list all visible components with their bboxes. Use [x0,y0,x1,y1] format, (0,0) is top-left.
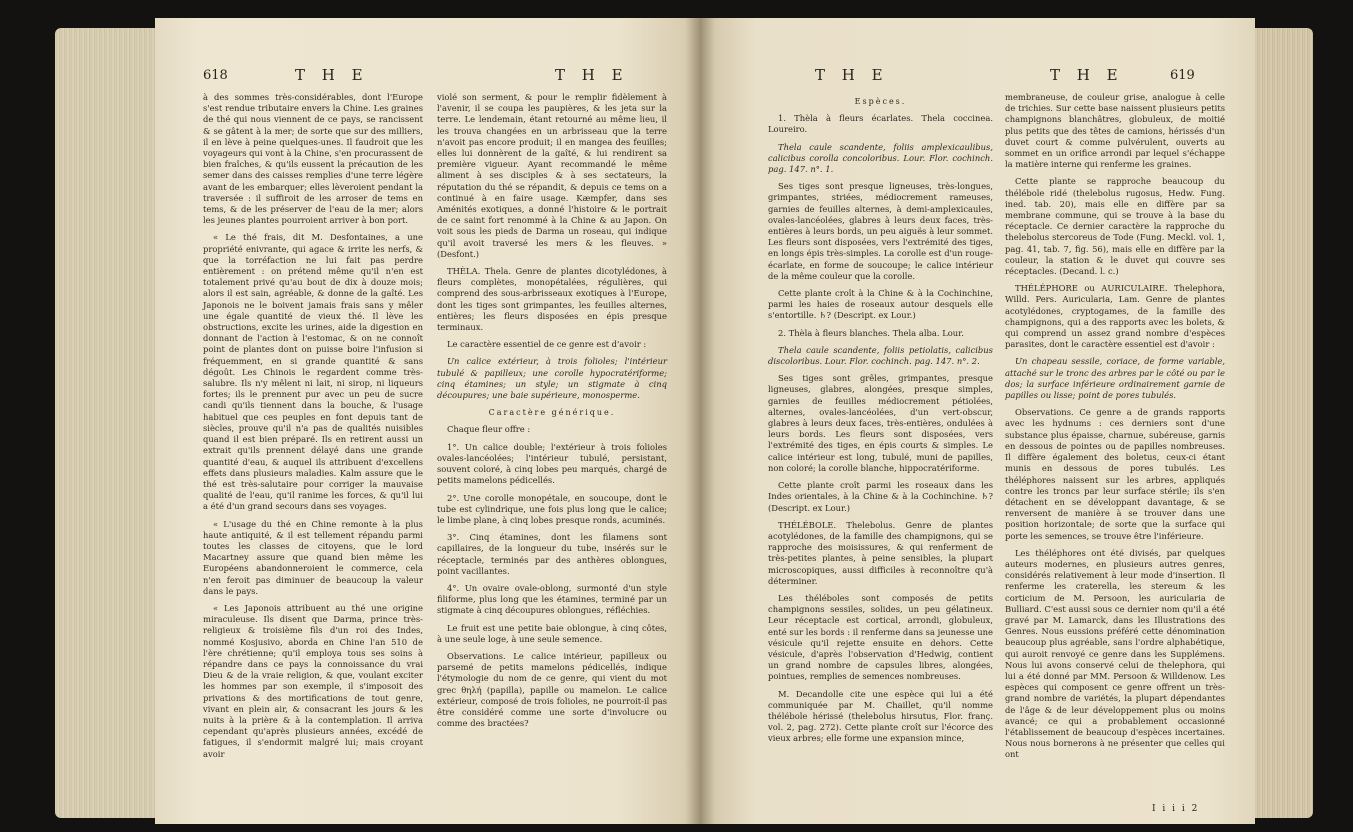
paragraph: Chaque fleur offre : [447,424,531,435]
left-page [155,18,700,824]
paragraph: 1°. Un calice double; l'extérieur à trois folioles ovales-lancéolées; l'intérieur tubulé, persistant, souvent coloré, à cinq lobes peu marqués, chargé de petits mamelons pédicellés. [437,441,667,486]
page-stack-right [1253,28,1313,818]
right-page [700,18,1255,824]
left-column-1 [203,92,423,766]
paragraph: violé son serment, & pour le remplir fidèlement à l'avenir, il se coupa les paupières, & les jeta sur la terre. Le lendemain, étant retourné au même lieu, il les trouva changées en un arbrisseau que la terre n'avoit pas encore produit; il en mangea des feuilles; elles lui donnèrent de la gaîté, & lui rendirent sa première vigueur. Ayant recommandé le même aliment à ses disciples & à ses sectateurs, la réputation du thé se répandit, & depuis ce tems on a continué à en faire usage. Kæmpfer, dans ses Aménités exotiques, a donné l'histoire & le portrait de ce saint fort renommé à la Chine & au Japon. On voit sous les pieds de Darma un roseau, qui indique qu'il avoit traversé les mers & les fleuves. » (Desfont.) [437,92,667,259]
signature-mark: I i i i 2 [1152,804,1200,814]
running-head-right-1: T H E [815,66,889,84]
paragraph: Observations. Ce genre a de grands rapports avec les hydnums : ces derniers sont d'une substance plus épaisse, charnue, subéreuse, garnis en dessous de pointes ou de papilles nombreuses. Il diffère également des boletus, ceux-ci étant munis en dessous de pores tubulés. Les théléphores naissent sur les arbres, appliqués contre les troncs par leur surface stérile; ils s'en détachent en se développant davantage, & se renversent de manière à se trouver dans une position horizontale; de sorte que la surface qui porte les semences, se trouve être l'inférieure. [1005,407,1225,541]
paragraph: Thela caule scandente, foliis amplexicaulibus, calicibus corolla concoloribus. Lour. Flor. cochinch. pag. 147. n°. 1. [768,141,993,175]
paragraph: Un calice extérieur, à trois folioles; l'intérieur tubulé & papilleux; une corolle hypocratériforme; cinq étamines; un style; un stigmate à cinq découpures; une baie supérieure, monosperme. [437,356,667,401]
page-stack-left [55,28,160,818]
paragraph: 2°. Une corolle monopétale, en soucoupe, dont le tube est cylindrique, une fois plus long que le calice; le limbe plane, à cinq lobes presque ronds, acuminés. [437,492,667,525]
paragraph: Cette plante croît parmi les roseaux dans les Indes orientales, à la Chine & à la Cochinchine. ♄? (Descript. ex Lour.) [768,480,993,513]
running-head-right-2: T H E [1050,66,1124,84]
paragraph: 1. Thèla à fleurs écarlates. Thela coccinea. Loureiro. [768,113,993,135]
paragraph: Cette plante se rapproche beaucoup du thélébole ridé (thelebolus rugosus, Hedw. Fung. ined. tab. 20), mais elle en diffère par sa membrane commune, qui se trouve à la base du réceptacle. Ce dernier caractère la rapproche du thelebolus stercoreus de Tode (Fung. Meckl. vol. 1, pag. 41, tab. 7, fig. 56), mais elle en diffère par la couleur, la station & le duvet qui couvre ses réceptacles. (Decand. l. c.) [1005,176,1225,277]
paragraph: Les théléphores ont été divisés, par quelques auteurs modernes, en plusieurs autres genres, considérés relativement à leur mode d'insertion. Il renferme les craterella, les stereum & les corticium de M. Persoon, les auricularia de Bulliard. C'est aussi sous ce dernier nom qu'il a été gravé par M. Lamarck, dans les Illustrations des Genres. Nous eussions préféré cette dénomination beaucoup plus agréable, sans l'ordre alphabétique, qui auroit renvoyé ce genre dans les Supplémens. Nous lui avons conservé celui de thelephora, qui lui a été donné par MM. Persoon & Willdenow. Les espèces qui composent ce genre offrent un très-grand nombre de variétés, la plupart dépendantes de l'âge & de leur développement plus ou moins avancé; ce qui a probablement occasionné l'établissement de beaucoup d'espèces incertaines. Nous nous bornerons à ne présenter que celles qui ont [1005,547,1225,760]
paragraph: THÈLA. Thela. Genre de plantes dicotylédones, à fleurs complètes, monopétalées, régulières, qui comprend des sous-arbrisseaux exotiques à l'Europe, dont les tiges sont grimpantes, les feuilles alternes, entières; les fleurs disposées en épis presque terminaux. [437,266,667,333]
page-number-right: 619 [1170,68,1195,83]
paragraph: Ses tiges sont grêles, grimpantes, presque ligneuses, glabres, alongées, presque simples, garnies de feuilles médiocrement pétiolées, alternes, ovales-lancéolées, d'un vert-obscur, glabres à leurs deux faces, très-entières, ondulées à leurs bords. Les fleurs sont disposées, vers l'extrémité des tiges, en épis courts & simples. Le calice intérieur est long, tubulé, muni de papilles, non coloré; la corolle blanche, hippocratériforme. [768,373,993,473]
paragraph: membraneuse, de couleur grise, analogue à celle de trichies. Sur cette base naissent plusieurs petits champignons blanchâtres, globuleux, de moitié plus petits que des têtes de camions, hérissés d'un duvet court & comme pulvérulent, ouverts au sommet en un orifice arrondi par lequel s'échappe la matière interne qui renferme les graines. [1005,92,1225,170]
paragraph: Les théléboles sont composés de petits champignons sessiles, solides, un peu gélatineux. Leur réceptacle est cortical, arrondi, globuleux, enté sur les bords : il renferme dans sa jeunesse une vésicule qu'il rejette ensuite en dehors. Cette vésicule, d'après l'observation d'Hedwig, contient un grand nombre de capsules libres, alongées, pointues, remplies de semences nombreuses. [768,592,993,682]
paragraph: Observations. Le calice intérieur, papilleux ou parsemé de petits mamelons pédicellés, indique l'étymologie du nom de ce genre, qui vient du mot grec θηλή (papilla), papille ou mamelon. Le calice extérieur, composé de trois folioles, ne pourroit-il pas être considéré comme une sorte d'involucre ou comme des bractées? [437,650,667,729]
paragraph: 4°. Un ovaire ovale-oblong, surmonté d'un style filiforme, plus long que les étamines, terminé par un stigmate à cinq découpures oblongues, réfléchies. [437,582,667,616]
paragraph: « L'usage du thé en Chine remonte à la plus haute antiquité, & il est tellement répandu parmi toutes les classes de citoyens, que le lord Macartney assure que quand bien même les Européens abandonneroient le commerce, cela n'en feroit pas diminuer de beaucoup la valeur dans le pays. [203,518,423,596]
page-number-left: 618 [203,68,228,83]
right-column-1 [768,92,993,751]
running-head-left-1: T H E [295,66,369,84]
paragraph: à des sommes très-considérables, dont l'Europe s'est rendue tributaire envers la Chine. Les graines de thé qui nous viennent de ce pays, se rancissent & se gâtent à la mer; de sorte que sur des milliers, il en lève à peine quelques-unes. Il faudroit que les voyageurs qui vont à la Chine, s'en procurassent de bien fraîches, & qu'ils eussent la précaution de les semer dans des caisses remplies d'une terre légère avant de les embarquer; elles lèveroient pendant la traversée : il suffiroit de les arroser de tems en tems, & de les préserver de l'eau de la mer; alors les jeunes plantes pourroient arriver à bon port. [203,92,423,226]
paragraph: THÉLÉPHORE ou AURICULAIRE. Thelephora, Willd. Pers. Auricularia, Lam. Genre de plantes acotylédones, cryptogames, de la famille des champignons, qui a des rapports avec les bolets, & qui comprend un assez grand nombre d'espèces parasites, dont le caractère essentiel est d'avoir : [1005,283,1225,350]
paragraph: 3°. Cinq étamines, dont les filamens sont capillaires, de la longueur du tube, insérés sur le réceptacle, terminés par des anthères oblongues, point vacillantes. [437,532,667,576]
paragraph: Thela caule scandente, foliis petiolatis, calicibus discoloribus. Lour. Flor. cochinch. pag. 147. n°. 2. [768,344,993,367]
section-heading: Caractère générique. [488,408,616,418]
paragraph: « Le thé frais, dit M. Desfontaines, a une propriété enivrante, qui agace & irrite les nerfs, & que la torréfaction ne lui fait pas perdre entièrement : on prétend même qu'il n'en est totalement privé qu'au bout de dix à douze mois; alors il est sain, agréable, & donne de la gaîté. Les Japonois ne le boivent jamais frais sans y mêler une égale quantité de vieux thé. Il lève les obstructions, excite les urines, aide la digestion en donnant de l'action à l'estomac, & on ne connoît point de plantes dont on puisse boire l'infusion si fréquemment, en si grande quantité & sans dégoût. Les Chinois le regardent comme très-salubre. Ils n'y mêlent ni lait, ni sirop, ni liqueurs fortes; ils le prennent pur avec un peu de sucre candi qu'ils tiennent dans la bouche, & l'usage habituel que ces peuples en font depuis tant de siècles, prouve qu'il n'a pas de qualités nuisibles quand il est bien préparé. Ils en retirent aussi un extrait qu'ils prennent délayé dans une grande quantité d'eau, & auquel ils attribuent d'excellens effets dans plusieurs maladies. Kalm assure que le thé est très-salutaire pour corriger la mauvaise qualité de l'eau, qu'il ranime les forces, & qu'il lui a été d'un grand secours dans ses voyages. [203,232,423,512]
running-head-left-2: T H E [555,66,629,84]
open-book [55,18,1313,824]
book-gutter [685,18,715,824]
paragraph: 2. Thèla à fleurs blanches. Thela alba. Lour. [778,327,964,338]
paragraph: THÉLÉBOLE. Thelebolus. Genre de plantes acotylédones, de la famille des champignons, qui se rapproche des moisissures, & qui renferment de très-petites plantes, à peine sensibles, la plupart microscopiques, aussi difficiles à reconnoître qu'à déterminer. [768,519,993,586]
paragraph: Ses tiges sont presque ligneuses, très-longues, grimpantes, striées, médiocrement rameuses, garnies de feuilles alternes, à demi-amplexicaules, ovales-lancéolées, glabres à leurs deux faces, très-entières à leurs bords, un peu aiguës à leur sommet. Les fleurs sont disposées, vers l'extrémité des tiges, en longs épis très-simples. La corolle est d'un rouge-écarlate, en forme de soucoupe; le calice intérieur de la même couleur que la corolle. [768,181,993,281]
paragraph: Cette plante croît à la Chine & à la Cochinchine, parmi les haies de roseaux autour desquels elle s'entortille. ♄? (Descript. ex Lour.) [768,288,993,321]
paragraph: Le caractère essentiel de ce genre est d'avoir : [447,339,647,350]
left-column-2 [437,92,667,735]
section-heading: Espèces. [854,97,907,106]
paragraph: « Les Japonois attribuent au thé une origine miraculeuse. Ils disent que Darma, prince très-religieux & troisième fils d'un roi des Indes, nommé Kosjusivo, aborda en Chine l'an 510 de l'ère chrétienne; qu'il employa tous ses soins à répandre dans ce pays la connoissance du vrai Dieu & de la vraie religion, & que, voulant exciter les hommes par son exemple, il s'imposoit des privations & des mortifications de tout genre, vivant en plein air, & consacrant les jours & les nuits à la prière & à la contemplation. Il arriva cependant qu'après plusieurs années, excédé de fatigues, il s'endormit malgré lui; mais croyant avoir [203,602,423,759]
paragraph: Le fruit est une petite baie oblongue, à cinq côtes, à une seule loge, à une seule semence. [437,622,667,644]
paragraph: M. Decandolle cite une espèce qui lui a été communiquée par M. Chaillet, qu'il nomme thélébole hérissé (thelebolus hirsutus, Flor. franç. vol. 2, pag. 272). Cette plante croît sur l'écorce des vieux arbres; elle forme une expansion mince, [768,688,993,744]
paragraph: Un chapeau sessile, coriace, de forme variable, attaché sur le tronc des arbres par le côté ou par le dos; la surface inférieure ordinairement garnie de papilles ou lisse; point de pores tubulés. [1005,356,1225,401]
right-column-2 [1005,92,1225,767]
